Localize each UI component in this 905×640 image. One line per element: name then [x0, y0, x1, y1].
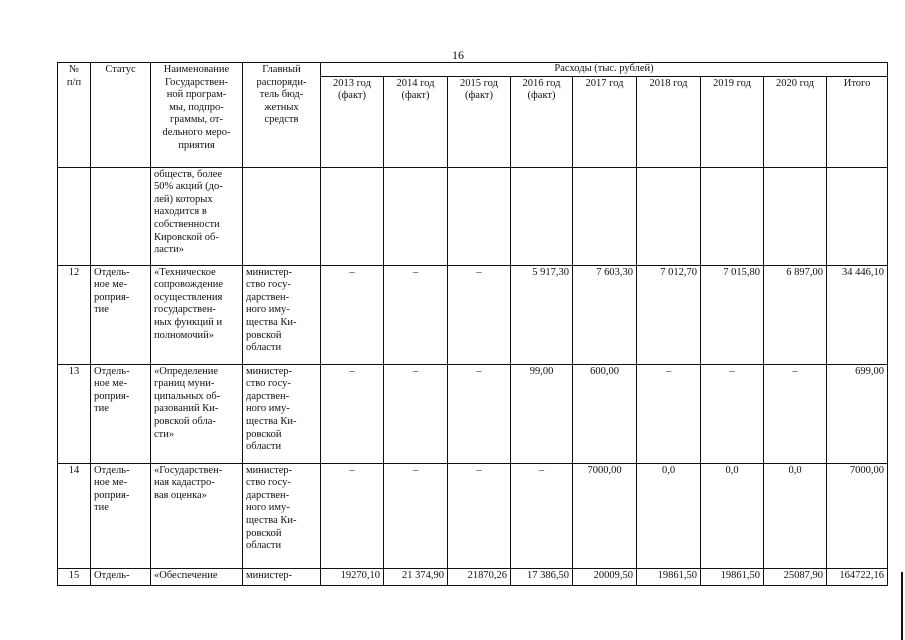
- header-budget-manager: Главный распоряди- тель бюд- жетных средств: [243, 63, 321, 168]
- header-year-2013: 2013 год (факт): [321, 76, 384, 167]
- header-year-2020: 2020 год: [764, 76, 827, 167]
- row-budget-manager: министер- ство госу- дарствен- ного иму- щества Ки- ровской области: [243, 265, 321, 364]
- cell-2020: –: [764, 364, 827, 463]
- cell-2017: [573, 167, 637, 265]
- header-year-2019: 2019 год: [701, 76, 764, 167]
- cell-2013: –: [321, 364, 384, 463]
- row-status: Отдель- ное ме- роприя- тие: [91, 364, 151, 463]
- cell-2016: 17 386,50: [511, 568, 573, 585]
- cell-2018: 0,0: [637, 463, 701, 568]
- header-year-2015: 2015 год (факт): [448, 76, 511, 167]
- cell-2015: –: [448, 463, 511, 568]
- cell-2020: 0,0: [764, 463, 827, 568]
- header-program-name: Наименование Государствен- ной програм- мы, подпро- граммы, от- dельного меро- приятия: [151, 63, 243, 168]
- header-num: № п/п: [58, 63, 91, 168]
- header-year-2014: 2014 год (факт): [384, 76, 448, 167]
- header-year-2018: 2018 год: [637, 76, 701, 167]
- page-edge-rule: [901, 572, 903, 640]
- row-program-name: «Обеспечение: [151, 568, 243, 585]
- cell-2019: 19861,50: [701, 568, 764, 585]
- cell-2015: –: [448, 265, 511, 364]
- cell-2019: 7 015,80: [701, 265, 764, 364]
- header-total: Итого: [827, 76, 888, 167]
- cell-total: [827, 167, 888, 265]
- cell-total: 34 446,10: [827, 265, 888, 364]
- table-row: [58, 463, 888, 568]
- table-row: [58, 167, 888, 265]
- cell-2016: 5 917,30: [511, 265, 573, 364]
- cell-2018: 7 012,70: [637, 265, 701, 364]
- cell-2014: –: [384, 364, 448, 463]
- row-budget-manager: [243, 167, 321, 265]
- header-expenses: Расходы (тыс. рублей): [321, 63, 888, 77]
- cell-total: 164722,16: [827, 568, 888, 585]
- cell-2017: 7000,00: [573, 463, 637, 568]
- cell-2013: –: [321, 265, 384, 364]
- cell-2019: 0,0: [701, 463, 764, 568]
- cell-2015: 21870,26: [448, 568, 511, 585]
- row-status: Отдель-: [91, 568, 151, 585]
- table-row: [58, 568, 888, 585]
- cell-2014: –: [384, 265, 448, 364]
- cell-2015: [448, 167, 511, 265]
- cell-2016: –: [511, 463, 573, 568]
- cell-2020: 25087,90: [764, 568, 827, 585]
- table-row: [58, 265, 888, 364]
- row-status: Отдель- ное ме- роприя- тие: [91, 463, 151, 568]
- row-budget-manager: министер- ство госу- дарствен- ного иму- щества Ки- ровской области: [243, 463, 321, 568]
- cell-2013: –: [321, 463, 384, 568]
- cell-2014: 21 374,90: [384, 568, 448, 585]
- row-num: 15: [58, 568, 91, 585]
- cell-2017: 600,00: [573, 364, 637, 463]
- cell-2014: [384, 167, 448, 265]
- row-program-name: «Определение границ муни- ципальных об- разований Ки- ровской обла- сти»: [151, 364, 243, 463]
- row-program-name: «Техническое сопровождение осуществления государствен- ных функций и полномочий»: [151, 265, 243, 364]
- row-program-name: «Государствен- ная кадастро- вая оценка»: [151, 463, 243, 568]
- cell-2018: –: [637, 364, 701, 463]
- cell-2015: –: [448, 364, 511, 463]
- cell-2019: [701, 167, 764, 265]
- row-status: Отдель- ное ме- роприя- тие: [91, 265, 151, 364]
- row-program-name: обществ, более 50% акций (до- лей) которых находится в собственности Кировской об- ласти»: [151, 167, 243, 265]
- page-number: 16: [452, 48, 464, 62]
- header-status: Статус: [91, 63, 151, 168]
- cell-2020: 6 897,00: [764, 265, 827, 364]
- row-num: [58, 167, 91, 265]
- row-num: 14: [58, 463, 91, 568]
- cell-2016: [511, 167, 573, 265]
- cell-total: 7000,00: [827, 463, 888, 568]
- header-row-1: [58, 63, 888, 77]
- cell-2020: [764, 167, 827, 265]
- cell-2019: –: [701, 364, 764, 463]
- row-num: 12: [58, 265, 91, 364]
- header-year-2017: 2017 год: [573, 76, 637, 167]
- cell-2017: 20009,50: [573, 568, 637, 585]
- expenses-table: [57, 62, 888, 586]
- cell-2016: 99,00: [511, 364, 573, 463]
- cell-2017: 7 603,30: [573, 265, 637, 364]
- cell-total: 699,00: [827, 364, 888, 463]
- row-budget-manager: министер- ство госу- дарствен- ного иму- щества Ки- ровской области: [243, 364, 321, 463]
- cell-2013: 19270,10: [321, 568, 384, 585]
- row-budget-manager: министер-: [243, 568, 321, 585]
- table-row: [58, 364, 888, 463]
- row-num: 13: [58, 364, 91, 463]
- header-year-2016: 2016 год (факт): [511, 76, 573, 167]
- cell-2018: 19861,50: [637, 568, 701, 585]
- cell-2014: –: [384, 463, 448, 568]
- cell-2013: [321, 167, 384, 265]
- cell-2018: [637, 167, 701, 265]
- row-status: [91, 167, 151, 265]
